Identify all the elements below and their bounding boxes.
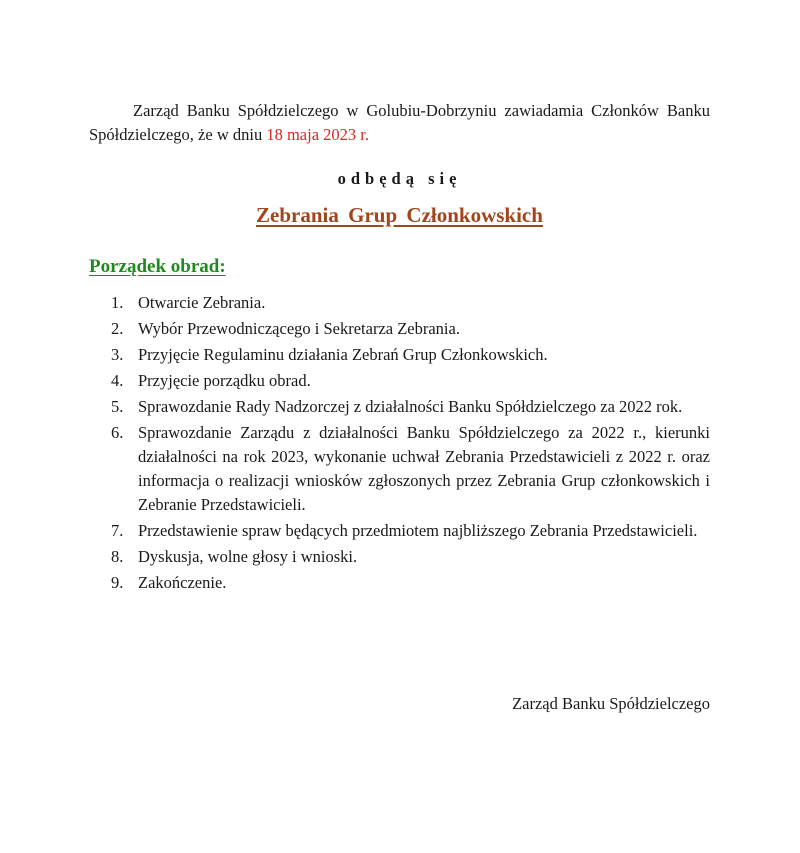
agenda-item-text: Przyjęcie Regulaminu działania Zebrań Grup Członkowskich. (138, 345, 548, 364)
agenda-item-number: 6. (111, 423, 124, 442)
agenda-item-7 (89, 519, 710, 543)
agenda-item-number: 1. (111, 293, 124, 312)
agenda-item-text: Przyjęcie porządku obrad. (138, 371, 311, 390)
agenda-item-3 (89, 343, 710, 367)
signature: Zarząd Banku Spółdzielczego (512, 694, 710, 713)
agenda-item-text: Sprawozdanie Zarządu z działalności Banku Spółdzielczego za 2022 r., kierunki działalności na rok 2023, wykonanie uchwał Zebrania Przedstawicieli z 2022 r. oraz informacja o realizacji wniosków zgłoszonych przez Zebrania Grup członkowskich i Zebranie Przedstawicieli. (138, 423, 710, 514)
meeting-date: 18 maja 2023 r. (266, 125, 369, 144)
document-body (89, 99, 710, 597)
agenda-item-6 (89, 421, 710, 517)
agenda-item-text: Wybór Przewodniczącego i Sekretarza Zebrania. (138, 319, 460, 338)
agenda-item-number: 5. (111, 397, 124, 416)
agenda-item-number: 9. (111, 573, 124, 592)
agenda-item-4 (89, 369, 710, 393)
agenda-item-2 (89, 317, 710, 341)
intro-paragraph (89, 99, 710, 147)
intro-text: Zarząd Banku Spółdzielczego w Golubiu-Dobrzyniu zawiadamia Członków Banku Spółdzielczego, że w dniu (89, 101, 710, 144)
agenda-item-8 (89, 545, 710, 569)
agenda-item-text: Przedstawienie spraw będących przedmiotem najbliższego Zebrania Przedstawicieli. (138, 521, 698, 540)
agenda-item-number: 8. (111, 547, 124, 566)
document-heading: Zebrania Grup Członkowskich (256, 203, 543, 227)
agenda-list (89, 291, 710, 595)
agenda-title: Porządek obrad: (89, 256, 226, 277)
agenda-item-5 (89, 395, 710, 419)
agenda-item-text: Zakończenie. (138, 573, 227, 592)
announce-line: odbędą się (337, 169, 462, 188)
agenda-item-number: 2. (111, 319, 124, 338)
agenda-item-1 (89, 291, 710, 315)
agenda-item-9 (89, 571, 710, 595)
agenda-item-text: Sprawozdanie Rady Nadzorczej z działalności Banku Spółdzielczego za 2022 rok. (138, 397, 683, 416)
agenda-item-number: 3. (111, 345, 124, 364)
agenda-item-text: Otwarcie Zebrania. (138, 293, 266, 312)
agenda-item-text: Dyskusja, wolne głosy i wnioski. (138, 547, 358, 566)
agenda-item-number: 4. (111, 371, 124, 390)
agenda-item-number: 7. (111, 521, 124, 540)
